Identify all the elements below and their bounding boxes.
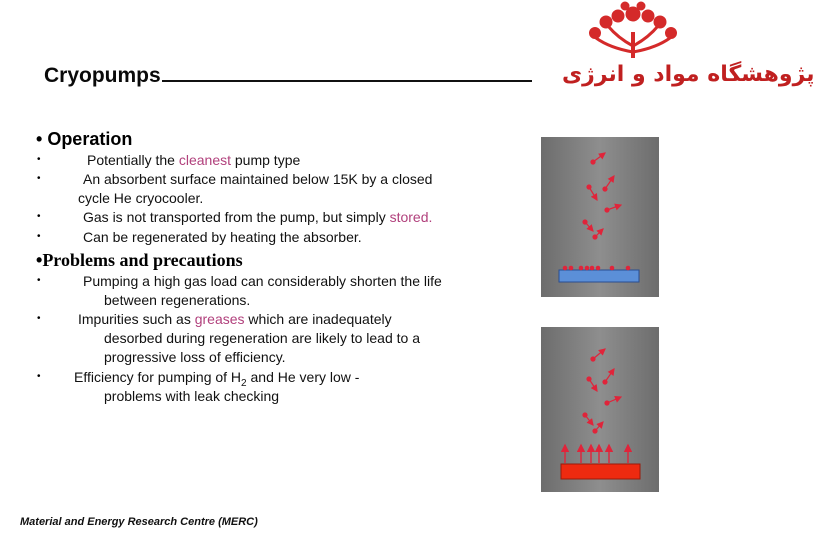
logo-emblem-icon <box>578 2 688 60</box>
bullet-dot: • <box>37 211 41 222</box>
bullet-dot: • <box>37 231 41 242</box>
bullet-dot: • <box>37 371 41 382</box>
problems-heading-text: Problems and precautions <box>42 250 243 270</box>
operation-bullet-2: An absorbent surface maintained below 15K by a closed <box>83 171 433 187</box>
title-underline <box>162 64 532 82</box>
slide-title <box>44 64 532 88</box>
operation-bullet-2-cont: cycle He cryocooler. <box>78 190 204 206</box>
problems-bullet-2: Impurities such as greases which are inadequately <box>78 311 392 327</box>
operation-bullet-4: Can be regenerated by heating the absorber. <box>83 229 362 245</box>
operation-bullet-1: Potentially the cleanest pump type <box>87 152 301 168</box>
operation-bullet-3: Gas is not transported from the pump, but simply stored. <box>83 209 433 225</box>
cold-chamber-figure <box>541 137 659 297</box>
merc-logo <box>578 2 688 60</box>
operation-heading: • Operation <box>36 129 133 149</box>
bullet-dot: • <box>37 275 41 286</box>
bullet-dot: • <box>37 154 41 165</box>
footer-credit: Material and Energy Research Centre (MERC) <box>20 516 258 528</box>
bullet-dot: • <box>37 313 41 324</box>
hot-chamber-figure <box>541 327 659 492</box>
problems-bullet-3-cont: problems with leak checking <box>104 388 280 404</box>
cryopump-diagram-cold <box>541 137 659 297</box>
problems-bullet-1: Pumping a high gas load can considerably shorten the life <box>83 273 442 289</box>
problems-heading: •Problems and precautions <box>36 250 243 270</box>
problems-bullet-2-cont: desorbed during regeneration are likely to lead to a <box>104 330 420 346</box>
operation-heading-text: Operation <box>47 129 133 149</box>
problems-bullet-3: Efficiency for pumping of $H_2$ and He very low - <box>74 369 360 389</box>
problems-bullet-2-cont2: progressive loss of efficiency. <box>104 349 286 365</box>
bullet-dot: • <box>37 173 41 184</box>
hot-plate <box>561 464 640 479</box>
cold-plate <box>559 270 639 282</box>
cryopump-diagram-hot <box>541 327 659 492</box>
problems-bullet-1-cont: between regenerations. <box>104 292 251 308</box>
slide-title-text: Cryopumps <box>44 64 161 87</box>
logo-text: پژوهشگاه مواد و انرژی <box>562 62 815 87</box>
